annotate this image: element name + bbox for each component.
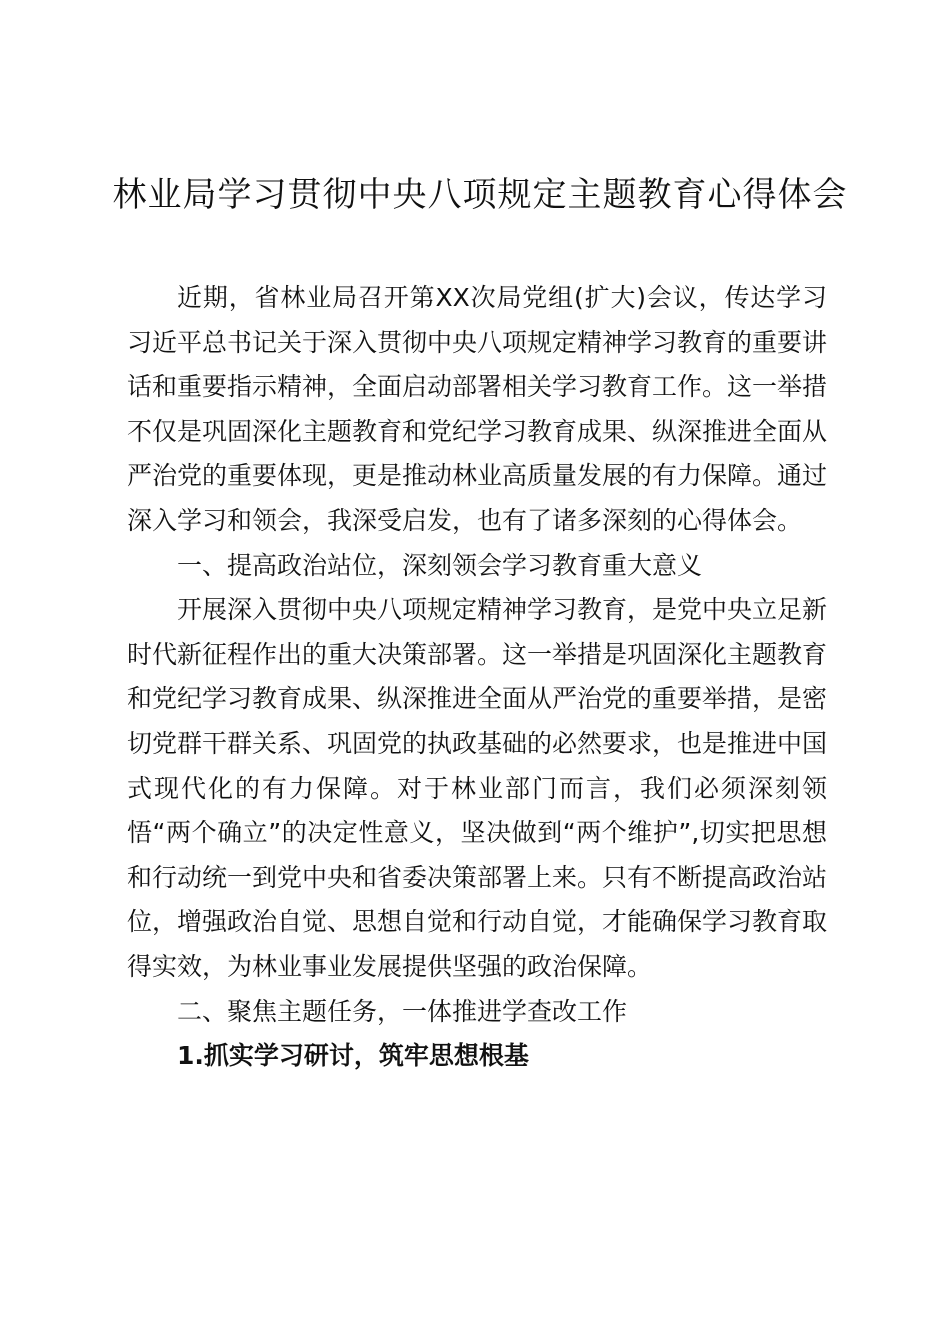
section-one-paragraph: 开展深入贯彻中央八项规定精神学习教育，是党中央立足新时代新征程作出的重大决策部署。这一举措是巩固深化主题教育和党纪学习教育成果、纵深推进全面从严治党的重要举措，是密切党群干群关系、巩固党的执政基础的必然要求，也是推进中国式现代化的有力保障。对于林业部门而言，我们必须深刻领悟“两个确立”的决定性意义，坚决做到“两个维护”,切实把思想和行动统一到党中央和省委决策部署上来。只有不断提高政治站位，增强政治自觉、思想自觉和行动自觉，才能确保学习教育取得实效，为林业事业发展提供坚强的政治保障。 — [127, 595, 828, 981]
section-one-heading: 一、提高政治站位，深刻领会学习教育重大意义 — [177, 550, 703, 580]
document-title: 林业局学习贯彻中央八项规定主题教育心得体会 — [112, 175, 848, 215]
subsection-one-heading: 1.抓实学习研讨，筑牢思想根基 — [177, 1041, 529, 1071]
intro-paragraph: 近期，省林业局召开第XX次局党组(扩大)会议，传达学习习近平总书记关于深入贯彻中央八项规定精神学习教育的重要讲话和重要指示精神，全面启动部署相关学习教育工作。这一举措不仅是巩固深化主题教育和党纪学习教育成果、纵深推进全面从严治党的重要体现，更是推动林业高质量发展的有力保障。通过深入学习和领会，我深受启发，也有了诸多深刻的心得体会。 — [127, 283, 828, 535]
document-body — [127, 276, 827, 1079]
section-two-heading: 二、聚焦主题任务，一体推进学查改工作 — [177, 996, 628, 1026]
